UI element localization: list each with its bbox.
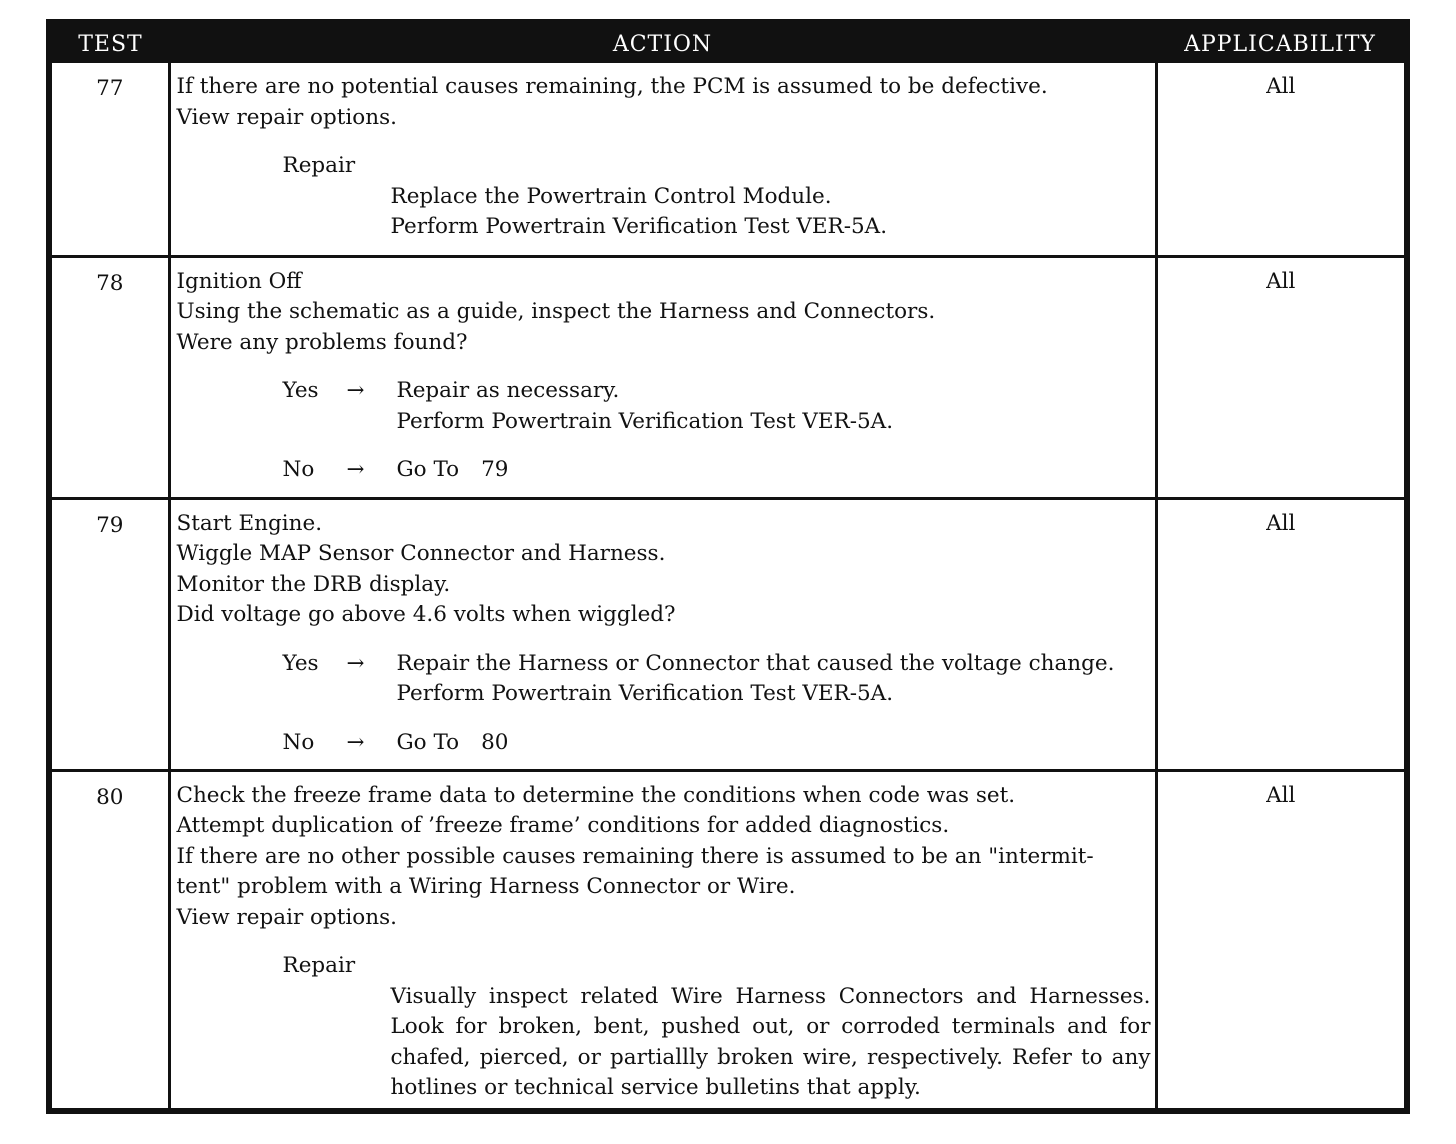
- test-number: 78: [52, 256, 169, 498]
- action-line: Attempt duplication of ’freeze frame’ conditions for added diagnostics.: [176, 813, 950, 838]
- goto-label: Go To: [396, 457, 460, 482]
- header-row: [52, 25, 1404, 63]
- action-line: Did voltage go above 4.6 volts when wiggled?: [176, 602, 676, 627]
- action-cell: [169, 498, 1156, 770]
- repair-label: Repair: [282, 153, 356, 178]
- yes-result: [397, 649, 1115, 710]
- yes-result-line: Repair as necessary.: [396, 378, 620, 403]
- test-number: 79: [52, 498, 169, 770]
- repair-label: Repair: [282, 953, 356, 978]
- goto-target: 79: [481, 457, 509, 482]
- repair-text: Visually inspect related Wire Harness Connectors and Harnesses. Look for broken, bent, pushed out, or corroded terminals and for chafed, pierced, or partiallly broken wire, respectively. Refer to any hotlines or technical service bulletins that apply.: [390, 983, 1151, 1100]
- action-line: View repair options.: [176, 904, 397, 930]
- arrow-right-icon: →: [346, 378, 365, 403]
- arrow-right-icon: →: [346, 457, 365, 482]
- no-branch: [177, 728, 1151, 759]
- yes-label: Yes: [282, 650, 319, 676]
- applicability-cell: All: [1156, 770, 1404, 1114]
- yes-label: Yes: [282, 378, 319, 403]
- test-table: [52, 25, 1404, 1114]
- yes-result-line: Perform Powertrain Verification Test VER-5A.: [396, 408, 894, 434]
- action-line: View repair options.: [176, 104, 397, 130]
- header-test: TEST: [52, 25, 169, 63]
- no-result: [397, 728, 509, 759]
- table-row: [52, 63, 1404, 256]
- test-number: 77: [52, 63, 169, 256]
- yes-branch: [177, 376, 1151, 437]
- yes-branch: [177, 649, 1151, 710]
- yes-result: [397, 376, 894, 437]
- action-cell: [169, 63, 1156, 256]
- table-row: [52, 770, 1404, 1114]
- action-cell: [169, 256, 1156, 498]
- repair-line: Replace the Powertrain Control Module.: [390, 183, 832, 209]
- action-line: Using the schematic as a guide, inspect the Harness and Connectors.: [176, 299, 936, 324]
- table-row: [52, 498, 1404, 770]
- no-branch: [177, 455, 1151, 486]
- header-action: ACTION: [169, 25, 1156, 63]
- action-line: Ignition Off: [176, 268, 302, 294]
- no-label: No: [282, 729, 315, 755]
- yes-result-line: Repair the Harness or Connector that caused the voltage change.: [396, 650, 1115, 676]
- repair-line: Perform Powertrain Verification Test VER-5A.: [390, 214, 888, 239]
- applicability-cell: All: [1266, 74, 1296, 99]
- yes-result-line: Perform Powertrain Verification Test VER-5A.: [396, 681, 894, 706]
- diagnostic-procedure-table: [46, 19, 1410, 1114]
- no-result: [397, 455, 509, 486]
- test-number: 80: [52, 770, 169, 1114]
- action-line: Wiggle MAP Sensor Connector and Harness.: [176, 541, 666, 566]
- action-cell: [169, 770, 1156, 1114]
- goto-label: Go To: [396, 729, 460, 755]
- arrow-right-icon: →: [346, 729, 365, 755]
- table-row: [52, 256, 1404, 498]
- action-line: tent" problem with a Wiring Harness Connector or Wire.: [176, 874, 796, 899]
- goto-target: 80: [481, 729, 509, 755]
- header-applicability: APPLICABILITY: [1156, 25, 1404, 63]
- no-label: No: [282, 457, 315, 482]
- action-line: Start Engine.: [176, 510, 323, 536]
- applicability-cell: All: [1156, 498, 1404, 770]
- action-line: Check the freeze frame data to determine the conditions when code was set.: [176, 782, 1016, 808]
- action-line: Were any problems found?: [176, 329, 468, 355]
- applicability-cell: All: [1156, 256, 1404, 498]
- action-line: If there are no other possible causes remaining there is assumed to be an "intermit-: [176, 843, 1094, 869]
- action-line: Monitor the DRB display.: [176, 571, 451, 597]
- action-line: If there are no potential causes remaining, the PCM is assumed to be defective.: [176, 74, 1048, 99]
- arrow-right-icon: →: [346, 650, 365, 676]
